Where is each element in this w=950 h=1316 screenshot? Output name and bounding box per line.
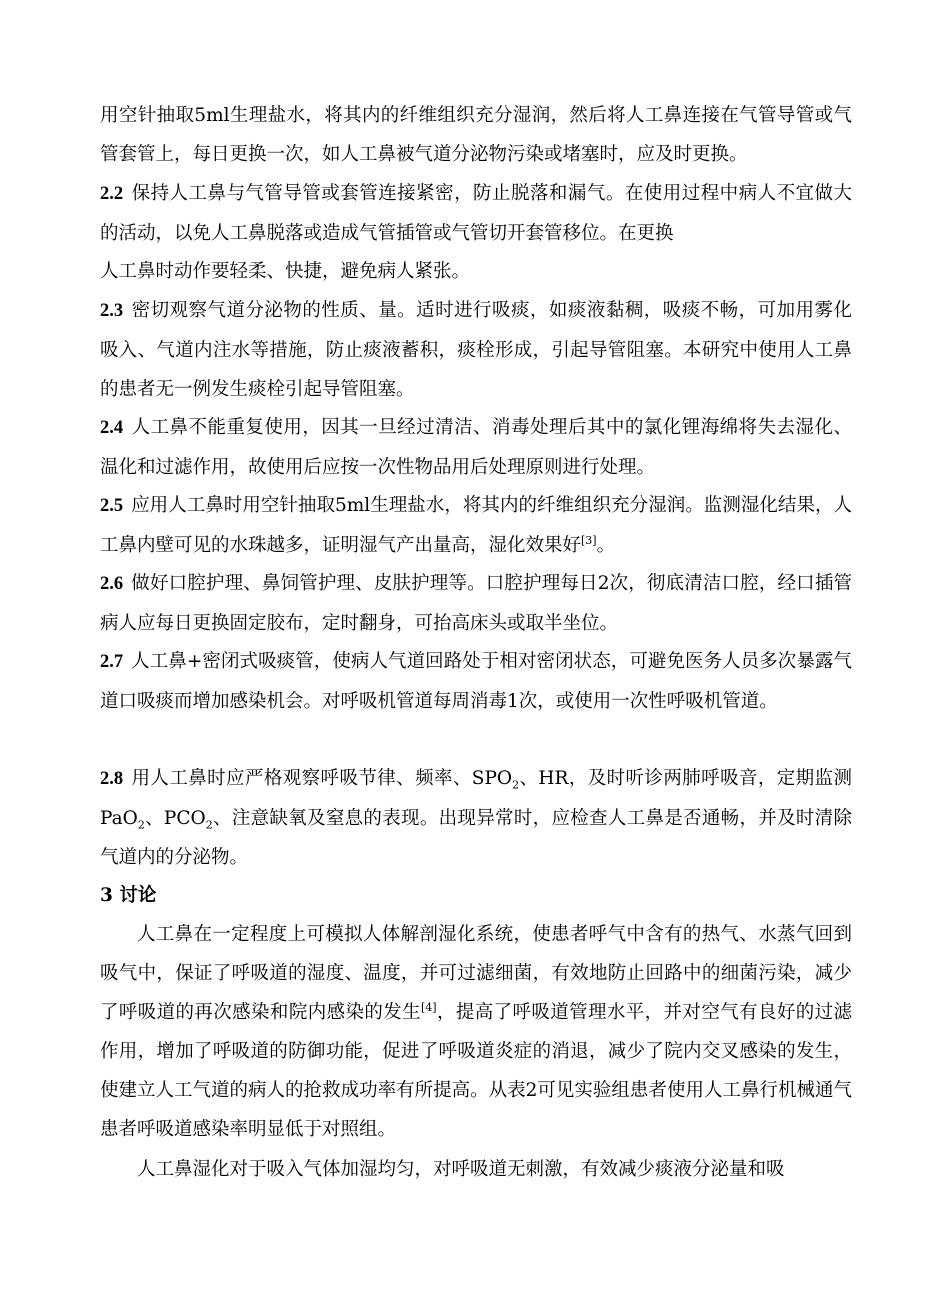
section-number: 2.6 [100,574,124,594]
subscript: 2 [137,818,145,832]
section-2-3 [100,291,852,409]
section-number: 2.3 [100,301,124,321]
paragraph-text: ，提高了呼吸道管理水平，并对空气有良好的过滤作用，增加了呼吸道的防御功能，促进了呼吸道炎症的消退，减少了院内交叉感染的发生，使建立人工气道的病人的抢救成功率有所提高。从表2可见实验组患者使用人工鼻行机械通气患者呼吸道感染率明显低于对照组。 [100,1002,852,1140]
section-2-8 [100,759,852,877]
discussion-paragraph-2: 人工鼻湿化对于吸入气体加湿均匀，对呼吸道无刺激，有效减少痰液分泌量和吸 [137,1159,785,1180]
section-text: 应用人工鼻时用空针抽取5ml生理盐水，将其内的纤维组织充分湿润。监测湿化结果，人工鼻内壁可见的水珠越多，证明湿气产出量高，湿化效果好 [100,495,852,556]
section-text: 、PCO [144,808,206,829]
section-heading-3: 3 讨论 [100,885,157,906]
section-number: 2.8 [100,769,124,789]
paragraph-text: 用空针抽取5ml生理盐水，将其内的纤维组织充分湿润，然后将人工鼻连接在气管导管或气管套管上，每日更换一次，如人工鼻被气道分泌物污染或堵塞时，应及时更换。 [100,105,852,165]
paragraph-continued [100,96,852,174]
section-2-4 [100,408,852,487]
section-2-2 [100,174,852,253]
section-number: 2.5 [100,496,124,516]
section-text: 人工鼻+密闭式吸痰管，使病人气道回路处于相对密闭状态，可避免医务人员多次暴露气道口吸痰而增加感染机会。对呼吸机管道每周消毒1次，或使用一次性呼吸机管道。 [100,651,852,712]
section-2-2-line [100,252,852,291]
citation: [4] [421,1000,437,1014]
discussion-paragraph-1 [100,915,852,1149]
paragraph-text: 人工鼻在一定程度上可模拟人体解剖湿化系统，使患者呼气中含有的热气、水蒸气回到吸气中，保证了呼吸道的湿度、温度，并可过滤细菌，有效地防止回路中的细菌污染，减少了呼吸道的再次感染和院内感染的发生 [100,924,852,1023]
section-text: 密切观察气道分泌物的性质、量。适时进行吸痰，如痰液黏稠，吸痰不畅，可加用雾化吸入、气道内注水等措施，防止痰液蓄积，痰栓形成，引起导管阻塞。本研究中使用人工鼻的患者无一例发生痰栓引起导管阻塞。 [100,300,852,400]
section-number: 2.2 [100,184,124,204]
section-2-5 [100,486,852,565]
section-text: 人工鼻时动作要轻柔、快捷，避免病人紧张。 [100,261,471,282]
subscript: 2 [512,778,520,792]
section-number: 2.4 [100,418,124,438]
citation: [3] [581,533,597,547]
section-text: 用人工鼻时应严格观察呼吸节律、频率、SPO [131,768,513,789]
section-2-6 [100,564,852,643]
section-text: 做好口腔护理、鼻饲管护理、皮肤护理等。口腔护理每日2次，彻底清洁口腔，经口插管病人应每日更换固定胶布，定时翻身，可抬高床头或取半坐位。 [100,573,852,634]
section-text: 、HR，及时听诊两肺呼吸音，定期监测 PaO [100,768,852,829]
section-text: 人工鼻不能重复使用，因其一旦经过清洁、消毒处理后其中的氯化锂海绵将失去湿化、温化和过滤作用，故使用后应按一次性物品用后处理原则进行处理。 [100,417,852,478]
section-2-7 [100,642,852,721]
section-number: 2.7 [100,652,124,672]
section-text: 、注意缺氧及窒息的表现。出现异常时，应检查人工鼻是否通畅，并及时清除气道内的分泌物。 [100,808,852,868]
section-text: 保持人工鼻与气管导管或套管连接紧密，防止脱落和漏气。在使用过程中病人不宜做大的活动，以免人工鼻脱落或造成气管插管或气管切开套管移位。在更换 [100,183,852,244]
subscript: 2 [205,818,213,832]
section-text-end: 。 [596,535,616,556]
